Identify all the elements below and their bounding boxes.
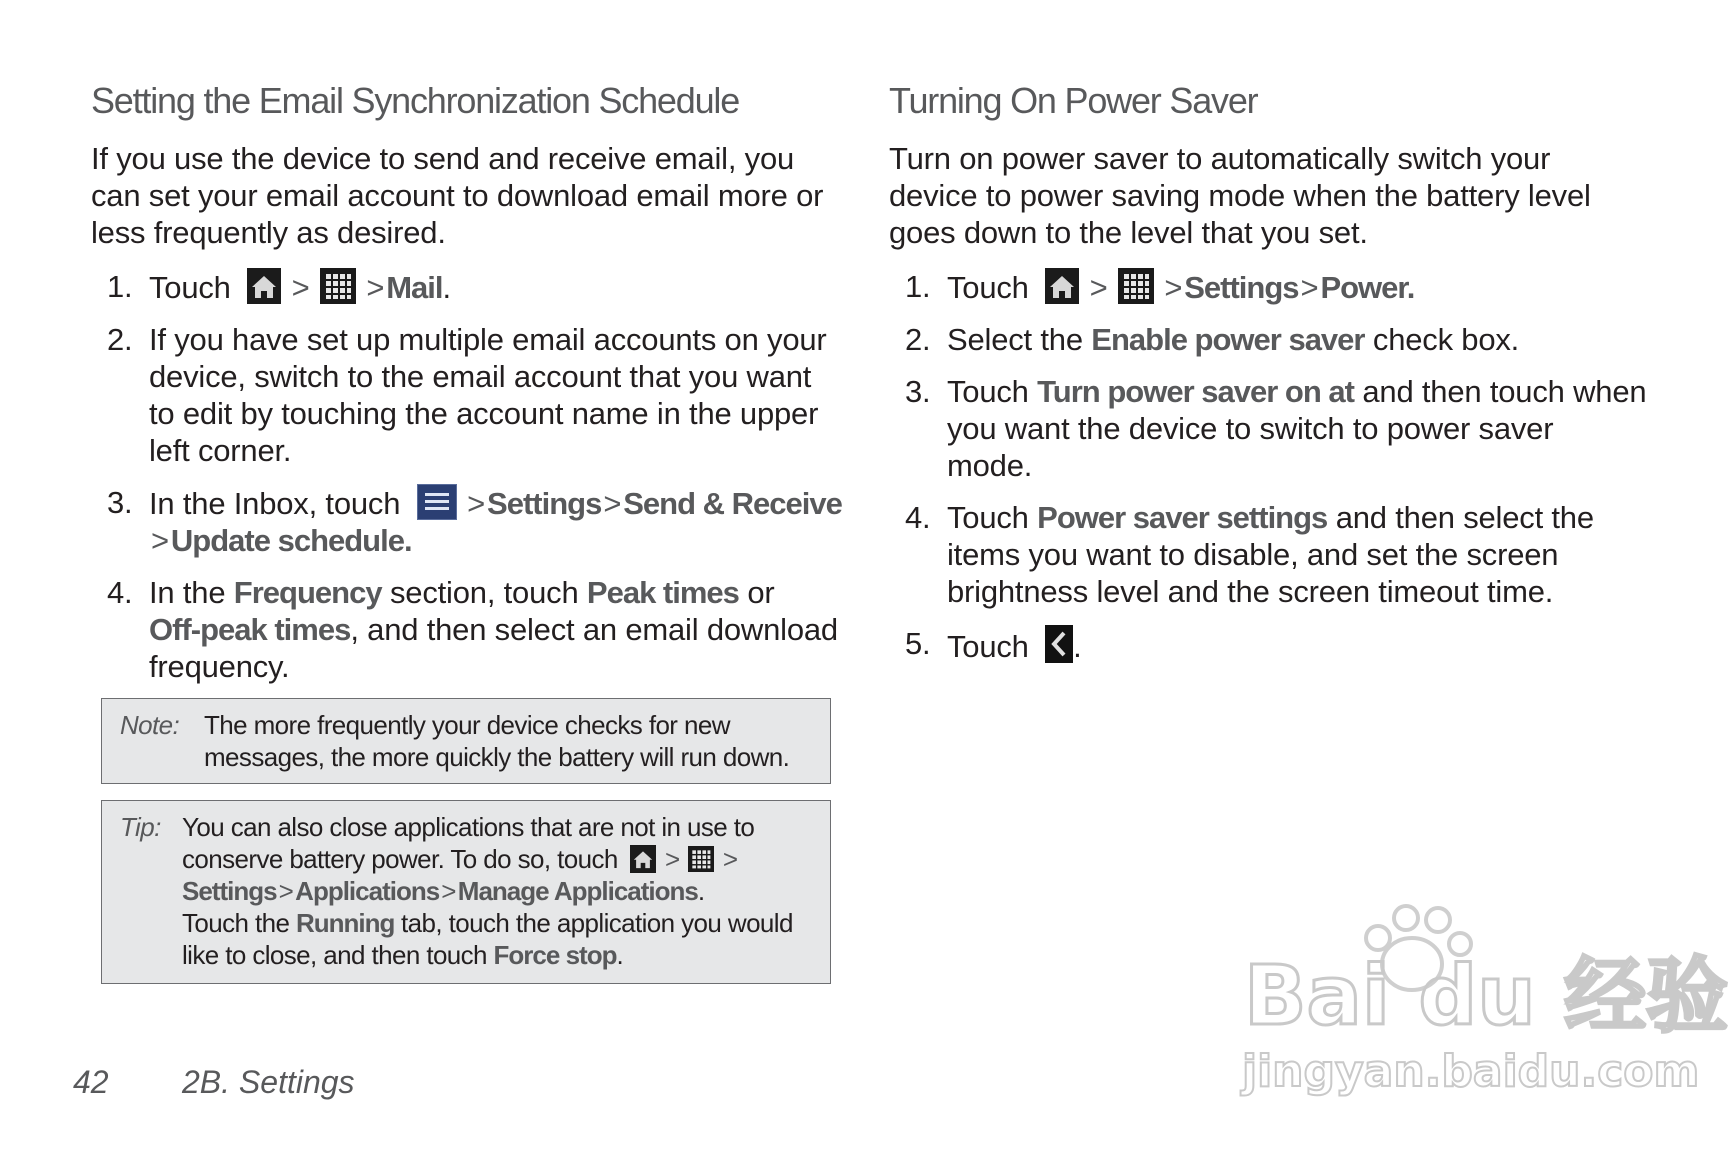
tip-box: Tip: You can also close applications that are not in use to conserve battery power. To do so, touch > > Settings>Applications>Manage Applications. Touch the Running tab, touch the application you would like to close, and then touch Force stop. — [101, 800, 831, 984]
watermark-url: jingyan.baidu.com — [1242, 1046, 1700, 1097]
home-icon — [1045, 268, 1079, 304]
note-box: Note: The more frequently your device checks for new messages, the more quickly the battery will run down. — [101, 698, 831, 784]
back-icon — [1045, 625, 1073, 663]
step-4: 4. In the Frequency section, touch Peak times or Off-peak times, and then select an email download frequency. — [107, 575, 838, 684]
baidu-watermark — [1240, 900, 1728, 1100]
apps-grid-icon — [320, 268, 356, 304]
watermark-brand: Bai du 经验 — [1244, 949, 1728, 1044]
intro-email-sync: If you use the device to send and receive email, you can set your email account to download email more or less frequently as desired. — [91, 141, 824, 250]
section-name: 2B. Settings — [182, 1064, 355, 1100]
step-2: 2. Select the Enable power saver check box. — [905, 322, 1520, 357]
step-5: 5. Touch . — [905, 626, 1082, 664]
home-icon — [630, 845, 656, 873]
section-title-email-sync: Setting the Email Synchronization Schedule — [91, 80, 740, 121]
intro-power-saver: Turn on power saver to automatically switch your device to power saving mode when the battery level goes down to the level that you set. — [889, 141, 1591, 250]
step-3: 3. Touch Turn power saver on at and then touch when you want the device to switch to power saver mode. — [905, 374, 1647, 483]
menu-icon — [417, 484, 457, 520]
step-1: 1. Touch > >Settings>Power. — [905, 269, 1415, 305]
step-4: 4. Touch Power saver settings and then select the items you want to disable, and set the screen brightness level and the screen timeout time. — [905, 500, 1594, 609]
apps-grid-icon — [688, 846, 714, 872]
step-1: 1. Touch > >Mail. — [107, 269, 451, 305]
page-number: 42 — [73, 1064, 109, 1100]
note-label: Note: — [120, 710, 180, 740]
steps-power-saver — [889, 268, 1646, 680]
steps-email-sync — [91, 268, 842, 700]
step-2: 2. If you have set up multiple email accounts on your device, switch to the email account that you want to edit by touching the account name in the upper left corner. — [107, 322, 827, 468]
home-icon — [247, 268, 281, 304]
section-title-power-saver: Turning On Power Saver — [889, 80, 1258, 121]
step-3: 3. In the Inbox, touch >Settings>Send & Receive >Update schedule. — [107, 485, 842, 558]
tip-label: Tip: — [120, 812, 161, 842]
apps-grid-icon — [1118, 268, 1154, 304]
